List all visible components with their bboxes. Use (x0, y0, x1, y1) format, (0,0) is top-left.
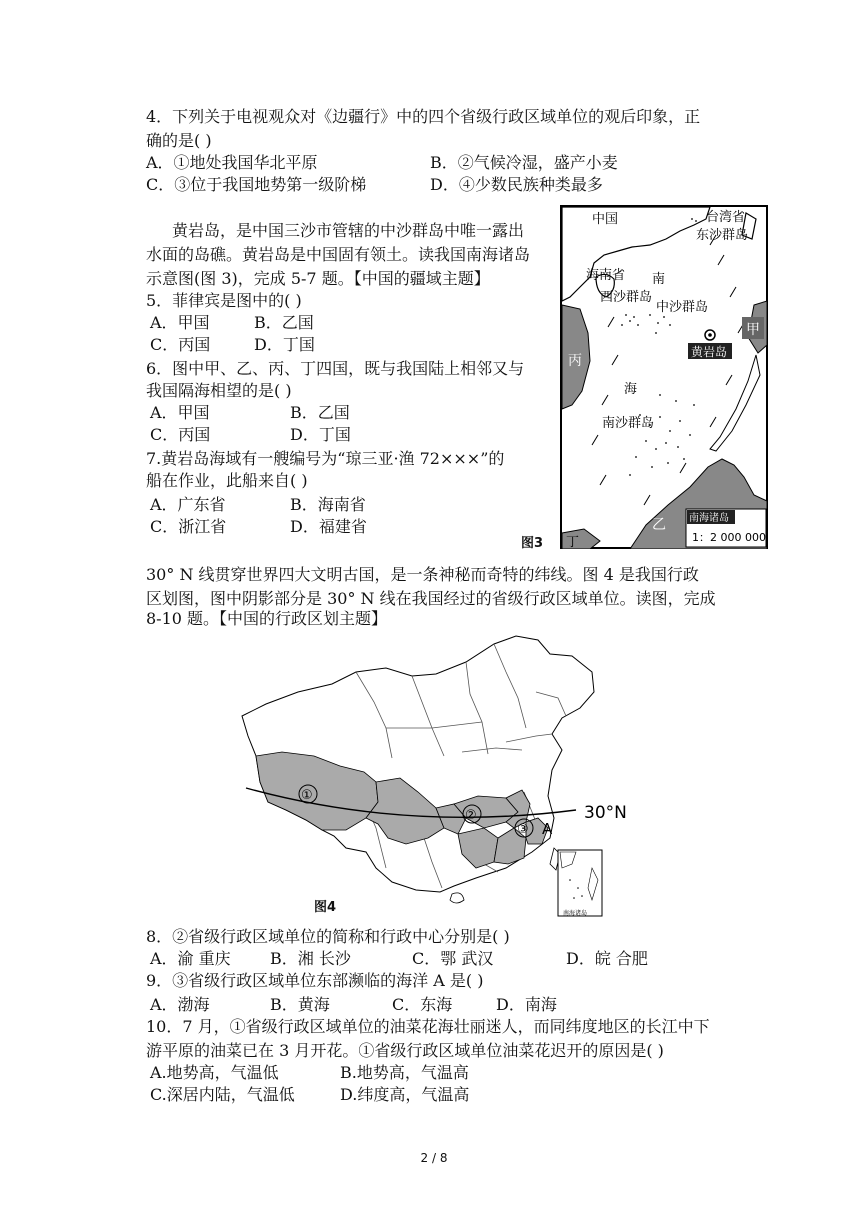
marker-1: ① (301, 788, 313, 803)
south-china-sea-map (560, 205, 768, 549)
q9-option-a: A．渤海 (150, 995, 210, 1014)
label-taiwan: 台湾省 (706, 210, 746, 225)
q10-option-d: D.纬度高，气温高 (340, 1085, 470, 1104)
q9-option-c: C．东海 (392, 995, 453, 1014)
q4-option-a: A．①地处我国华北平原 (146, 153, 318, 172)
q4-stem-line1: 4．下列关于电视观众对《边疆行》中的四个省级行政区域单位的观后印象，正 (146, 107, 701, 126)
china-admin-map (236, 632, 656, 922)
label-bing: 丙 (568, 353, 582, 369)
q7-option-b: B．海南省 (290, 495, 366, 514)
label-hainan: 海南省 (586, 268, 626, 283)
figure3-caption: 图3 (521, 536, 544, 551)
label-xisha: 西沙群岛 (600, 290, 653, 305)
passage2-line2: 区划图，图中阴影部分是 30° N 线在我国经过的省级行政区域单位。读图，完成 (146, 589, 716, 608)
q9-option-b: B．黄海 (270, 995, 330, 1014)
q5-option-d: D．丁国 (254, 335, 315, 354)
q10-stem-line1: 10．7 月，①省级行政区域单位的油菜花海壮丽迷人，而同纬度地区的长江中下 (146, 1017, 710, 1036)
q8-option-c: C．鄂 武汉 (412, 949, 494, 968)
inset-label: 南海诸岛 (563, 910, 588, 917)
q5-option-b: B．乙国 (254, 313, 314, 332)
q5-option-a: A．甲国 (150, 313, 210, 332)
label-zhongsha: 中沙群岛 (656, 300, 709, 315)
label-yi: 乙 (652, 517, 666, 533)
q4-option-d: D．④少数民族种类最多 (430, 175, 603, 194)
label-nan: 南 (652, 272, 666, 287)
legend-title: 南海诸岛 (689, 513, 729, 524)
q6-option-b: B．乙国 (290, 403, 350, 422)
q10-stem-line2: 游平原的油菜已在 3 月开花。①省级行政区域单位油菜花迟开的原因是( ) (146, 1041, 664, 1060)
label-ding: 丁 (566, 535, 580, 549)
label-dongsha: 东沙群岛 (696, 228, 749, 243)
label-hai: 海 (624, 382, 638, 397)
q4-option-c: C．③位于我国地势第一级阶梯 (146, 175, 367, 194)
q8-option-a: A．渝 重庆 (150, 949, 231, 968)
q7-option-a: A．广东省 (150, 495, 226, 514)
legend-scale: 1：2 000 000 (692, 531, 766, 544)
q7-stem-line2: 船在作业，此船来自( ) (146, 471, 308, 490)
q5-option-c: C．丙国 (150, 335, 211, 354)
page-number: 2 / 8 (420, 1151, 448, 1165)
q9-option-d: D．南海 (496, 995, 557, 1014)
label-sea-a: A (542, 820, 553, 838)
q6-stem-line1: 6．图中甲、乙、丙、丁四国，既与我国陆上相邻又与 (146, 359, 525, 378)
q10-option-a: A.地势高，气温低 (150, 1063, 279, 1082)
label-jia: 甲 (746, 322, 760, 338)
q6-option-d: D．丁国 (290, 425, 351, 444)
q8-stem: 8．②省级行政区域单位的简称和行政中心分别是( ) (146, 927, 510, 946)
q5-stem: 5．菲律宾是图中的( ) (146, 291, 302, 310)
q6-option-a: A．甲国 (150, 403, 210, 422)
passage2-line1: 30° N 线贯穿世界四大文明古国，是一条神秘而奇特的纬线。图 4 是我国行政 (146, 565, 699, 584)
marker-2: ② (465, 808, 477, 823)
q4-stem-line2: 确的是( ) (146, 131, 212, 150)
q10-option-b: B.地势高，气温高 (340, 1063, 469, 1082)
label-huangyan: 黄岩岛 (691, 345, 728, 359)
q8-option-b: B．湘 长沙 (270, 949, 351, 968)
q7-stem-line1: 7.黄岩岛海域有一艘编号为“琼三亚·渔 72×××”的 (146, 449, 505, 468)
q10-option-c: C.深居内陆，气温低 (150, 1085, 295, 1104)
q6-stem-line2: 我国隔海相望的是( ) (146, 381, 292, 400)
q8-option-d: D．皖 合肥 (566, 949, 648, 968)
q4-option-b: B．②气候冷湿，盛产小麦 (430, 153, 618, 172)
passage1-line2: 水面的岛礁。黄岩岛是中国固有领土。读我国南海诸岛 (146, 245, 531, 264)
q6-option-c: C．丙国 (150, 425, 211, 444)
q7-option-d: D．福建省 (290, 517, 367, 536)
label-30n: 30°N (584, 803, 627, 823)
passage1-line1: 黄岩岛，是中国三沙市管辖的中沙群岛中唯一露出 (172, 221, 525, 240)
label-nansha: 南沙群岛 (602, 416, 655, 431)
passage1-line3: 示意图(图 3)，完成 5-7 题。【中国的疆域主题】 (146, 269, 490, 288)
figure4-caption: 图4 (314, 900, 337, 915)
q9-stem: 9．③省级行政区域单位东部濒临的海洋 A 是( ) (146, 971, 484, 990)
marker-3: ③ (517, 822, 529, 837)
passage2-line3: 8-10 题。【中国的行政区划主题】 (146, 609, 388, 628)
label-china: 中国 (592, 212, 619, 227)
q7-option-c: C．浙江省 (150, 517, 227, 536)
